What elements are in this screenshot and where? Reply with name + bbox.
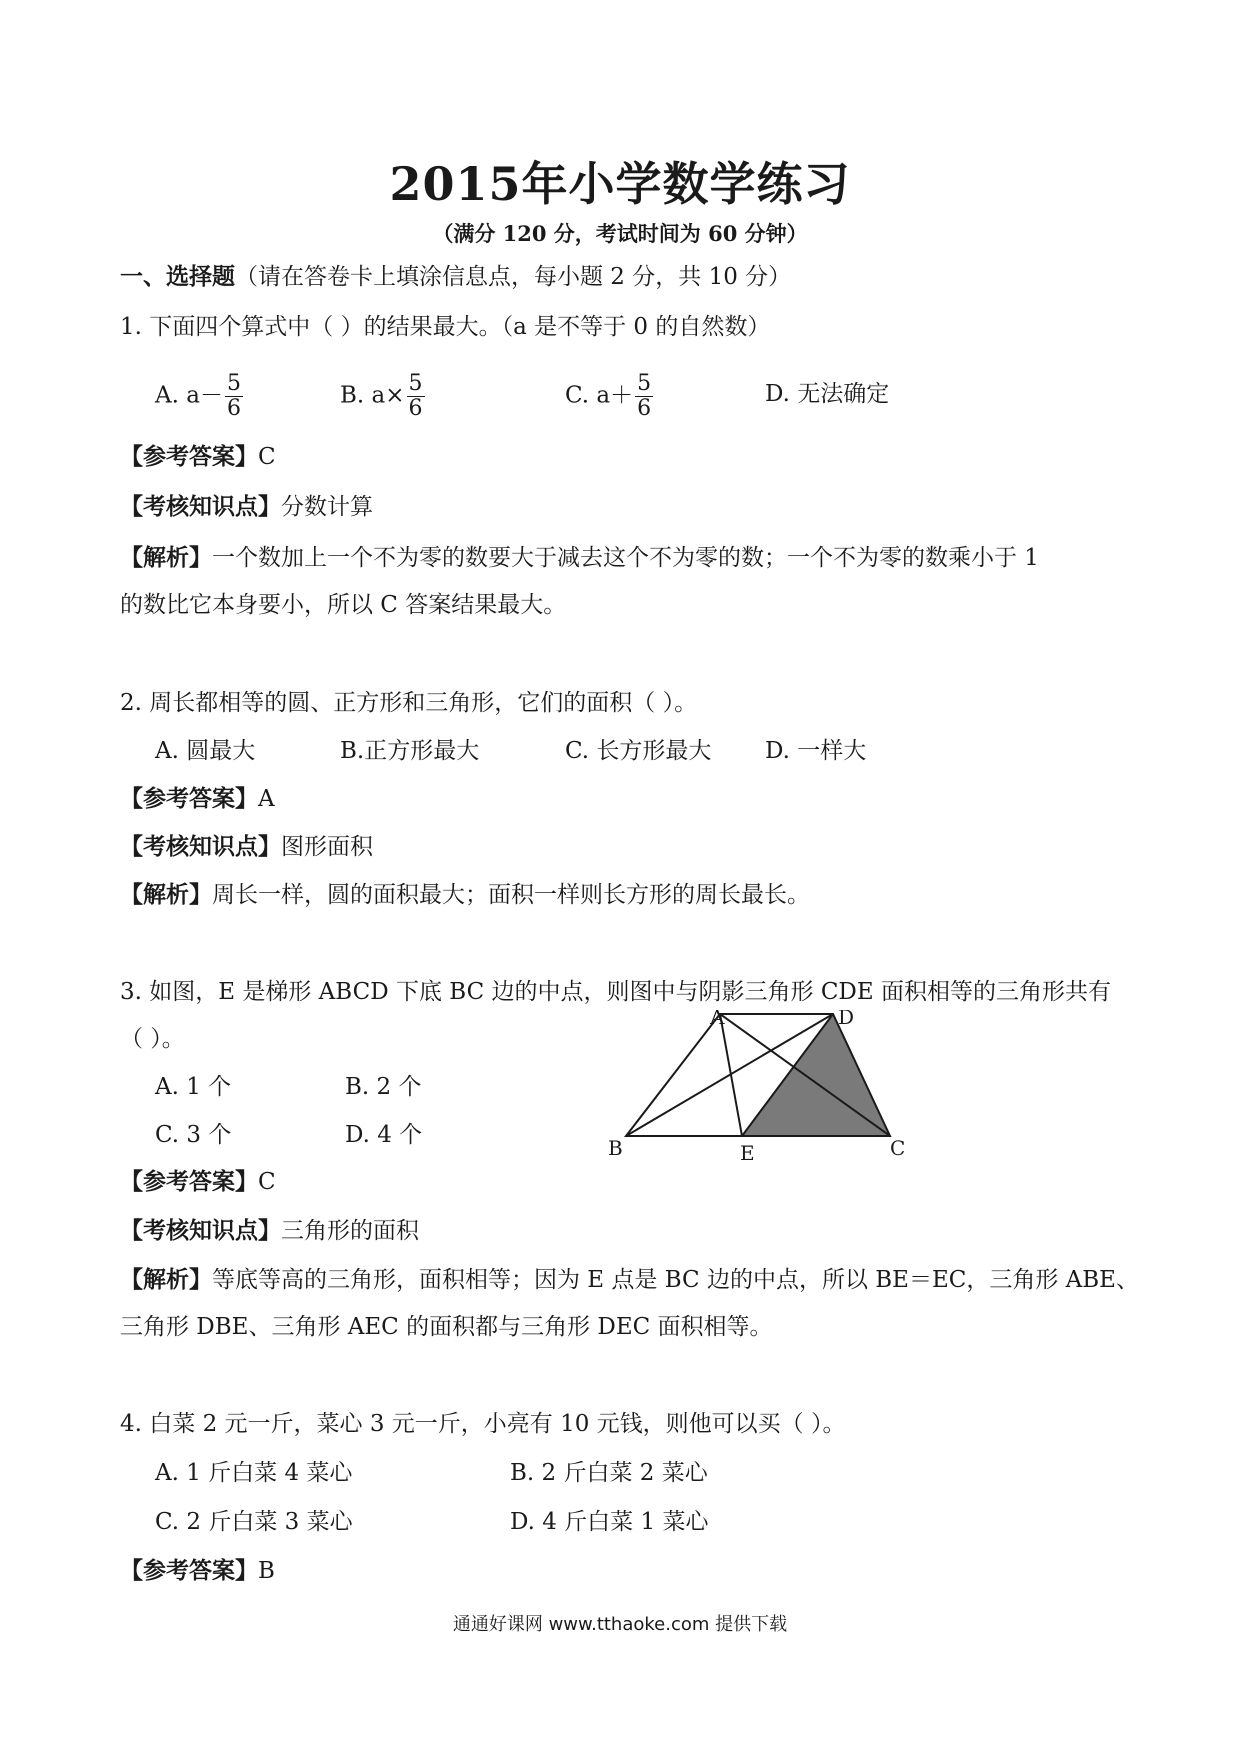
page-subtitle: （满分 120 分，考试时间为 60 分钟）: [432, 221, 808, 246]
q4-answer: [120, 1556, 275, 1586]
vertex-label-c: C: [890, 1136, 906, 1160]
q2-analysis: [120, 880, 810, 910]
fraction-denominator: 6: [408, 396, 423, 421]
q1-knowledge: [120, 492, 373, 522]
fraction-denominator: 6: [637, 396, 652, 421]
q2-knowledge-value: 图形面积: [281, 834, 373, 860]
q1-option-b-fraction: [407, 372, 425, 421]
q1-answer: [120, 442, 276, 472]
q2-analysis-text: 周长一样，圆的面积最大；面积一样则长方形的周长最长。: [212, 882, 810, 908]
q2-answer-value: A: [258, 786, 275, 812]
vertex-label-b: B: [608, 1136, 623, 1160]
q3-stem-line1: 3. 如图，E 是梯形 ABCD 下底 BC 边的中点，则图中与阴影三角形 CDE 面积相等的三角形共有: [120, 979, 1111, 1005]
q3-option-b: B. 2 个: [345, 1074, 422, 1100]
q2-option-c: C. 长方形最大: [565, 738, 712, 764]
q3-stem-line2: （ ）。: [120, 1026, 185, 1052]
shaded-triangle-cde: [742, 1014, 890, 1136]
q4-option-d: D. 4 斤白菜 1 菜心: [510, 1509, 709, 1535]
fraction-numerator: 5: [226, 371, 241, 396]
knowledge-label: 【考核知识点】: [120, 493, 281, 520]
q2-option-a: A. 圆最大: [155, 738, 256, 764]
q1-option-b-text: B. a×: [340, 382, 405, 409]
vertex-label-a: A: [710, 1010, 725, 1029]
q3-analysis-line2: 三角形 DBE、三角形 AEC 的面积都与三角形 DEC 面积相等。: [120, 1314, 773, 1340]
section-heading-row: [120, 262, 791, 292]
fraction-denominator: 6: [226, 396, 241, 421]
q2-option-d: D. 一样大: [765, 738, 867, 764]
q3-option-d: D. 4 个: [345, 1122, 423, 1148]
trapezoid-figure: [600, 1010, 920, 1170]
analysis-label: 【解析】: [120, 881, 212, 908]
q4-option-a: A. 1 斤白菜 4 菜心: [155, 1460, 353, 1486]
answer-label: 【参考答案】: [120, 443, 258, 470]
q1-knowledge-value: 分数计算: [281, 494, 373, 520]
q1-option-c-fraction: [635, 372, 653, 421]
q3-answer: [120, 1167, 276, 1197]
fraction-numerator: 5: [408, 371, 423, 396]
q1-option-d: D. 无法确定: [765, 381, 890, 407]
knowledge-label: 【考核知识点】: [120, 1217, 281, 1244]
q1-option-a: [155, 372, 243, 421]
q4-option-c: C. 2 斤白菜 3 菜心: [155, 1509, 353, 1535]
q1-analysis-line1: 一个数加上一个不为零的数要大于减去这个不为零的数；一个不为零的数乘小于 1: [212, 545, 1039, 571]
page-footer: 通通好课网 www.tthaoke.com 提供下载: [452, 1614, 788, 1635]
vertex-label-e: E: [740, 1141, 755, 1165]
q1-option-c-text: C. a＋: [565, 382, 634, 409]
analysis-label: 【解析】: [120, 1266, 212, 1293]
answer-label: 【参考答案】: [120, 785, 258, 812]
q3-option-a: A. 1 个: [155, 1074, 232, 1100]
fraction-numerator: 5: [637, 371, 652, 396]
answer-label: 【参考答案】: [120, 1168, 258, 1195]
vertex-label-d: D: [838, 1010, 855, 1029]
q3-answer-value: C: [258, 1169, 276, 1195]
analysis-label: 【解析】: [120, 544, 212, 571]
q1-analysis-line2: 的数比它本身要小，所以 C 答案结果最大。: [120, 592, 567, 618]
answer-label: 【参考答案】: [120, 1557, 258, 1584]
knowledge-label: 【考核知识点】: [120, 833, 281, 860]
q1-option-c: [565, 372, 653, 421]
page-title: 2015年小学数学练习: [389, 157, 851, 211]
q1-analysis: [120, 543, 1039, 573]
q3-option-c: C. 3 个: [155, 1122, 232, 1148]
q4-option-b: B. 2 斤白菜 2 菜心: [510, 1460, 708, 1486]
q3-analysis-line1: 等底等高的三角形，面积相等；因为 E 点是 BC 边的中点，所以 BE＝EC，三角形 ABE、: [212, 1267, 1139, 1293]
q2-answer: [120, 784, 275, 814]
q2-option-b: B.正方形最大: [340, 738, 480, 764]
q4-stem: 4. 白菜 2 元一斤，菜心 3 元一斤，小亮有 10 元钱，则他可以买（ ）。: [120, 1411, 846, 1437]
section-note: （请在答卷卡上填涂信息点，每小题 2 分，共 10 分）: [235, 264, 792, 290]
q3-knowledge-value: 三角形的面积: [281, 1218, 419, 1244]
q4-answer-value: B: [258, 1558, 275, 1584]
q3-analysis: [120, 1265, 1139, 1295]
q3-knowledge: [120, 1216, 419, 1246]
q1-option-a-fraction: [225, 372, 243, 421]
q2-knowledge: [120, 832, 373, 862]
q1-option-a-text: A. a－: [155, 382, 223, 409]
q2-stem: 2. 周长都相等的圆、正方形和三角形，它们的面积（ ）。: [120, 690, 698, 716]
q1-option-b: [340, 372, 425, 421]
section-heading: 一、选择题: [120, 263, 235, 290]
q1-answer-value: C: [258, 444, 276, 470]
q1-stem: 1. 下面四个算式中（ ）的结果最大。（a 是不等于 0 的自然数）: [120, 314, 771, 340]
